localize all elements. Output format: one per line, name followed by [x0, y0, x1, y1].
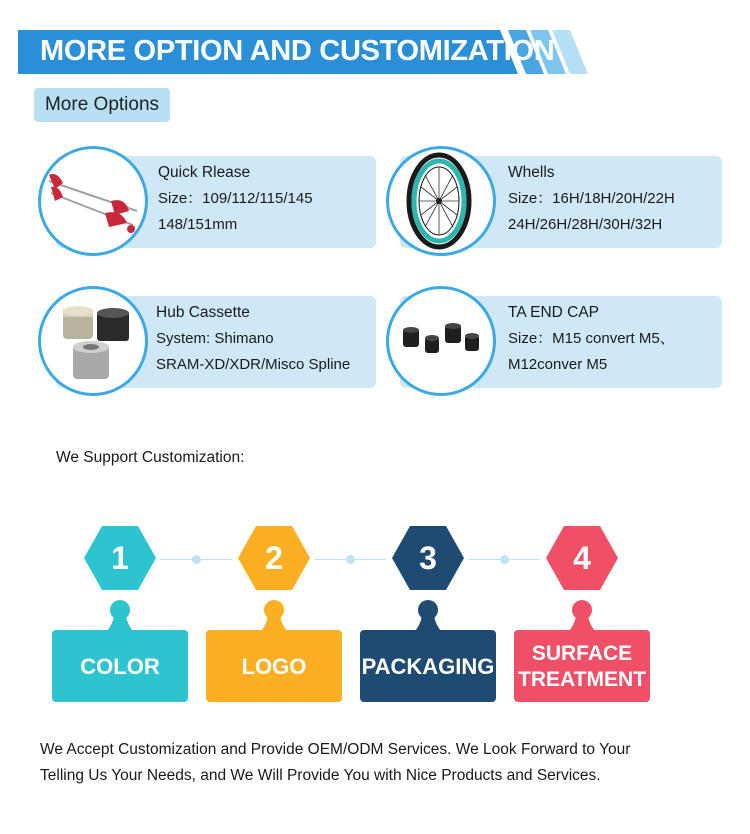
bicycle-wheel-icon	[386, 146, 496, 256]
step-tab-neck	[106, 616, 134, 632]
customization-step-color	[42, 522, 198, 704]
customization-step-surface-treatment	[504, 522, 660, 704]
option-spec-line: Size：16H/18H/20H/22H	[508, 190, 675, 207]
section-title: MORE OPTION AND CUSTOMIZATION	[40, 35, 555, 67]
step-number: 3	[419, 540, 437, 576]
option-spec-line: SRAM-XD/XDR/Misco Spline	[156, 356, 351, 373]
option-spec-line: System: Shimano	[156, 330, 274, 347]
section-header-banner	[18, 30, 588, 74]
step-label: COLOR	[80, 654, 160, 679]
customization-step-logo	[196, 522, 352, 704]
step-tab-neck	[260, 616, 288, 632]
step-label: LOGO	[241, 654, 307, 679]
more-options-tag: More Options	[34, 88, 170, 122]
option-spec-line: M12conver M5	[508, 356, 608, 373]
quick-release-skewers-icon	[38, 146, 148, 256]
step-label: PACKAGING	[361, 654, 495, 679]
option-title: Whells	[508, 164, 555, 181]
step-tab-neck	[568, 616, 596, 632]
option-title: Hub Cassette	[156, 304, 250, 321]
option-spec-line: 24H/26H/28H/30H/32H	[508, 216, 663, 233]
option-text-end-cap	[508, 300, 675, 378]
step-number: 1	[111, 540, 129, 576]
option-text-hub-cassette	[156, 300, 350, 378]
step-number: 2	[265, 540, 283, 576]
step-number: 4	[573, 540, 591, 576]
option-text-wheels	[508, 160, 675, 238]
option-spec-line: 148/151mm	[158, 216, 238, 233]
customization-step-packaging	[350, 522, 506, 704]
step-label: SURFACE TREATMENT	[518, 642, 646, 691]
option-title: TA END CAP	[508, 304, 600, 321]
step-tab-neck	[414, 616, 442, 632]
option-spec-line: Size：109/112/115/145	[158, 190, 313, 207]
option-text-quick-release	[158, 160, 313, 238]
hub-cassette-body-icon	[38, 286, 148, 396]
option-title: Quick Rlease	[158, 164, 251, 181]
customization-heading: We Support Customization:	[56, 449, 245, 466]
oem-odm-statement: We Accept Customization and Provide OEM/ODM Services. We Look Forward to Your Telling Us Your Needs, and We Will Provide You with Nice Products and Services.	[40, 741, 631, 784]
option-spec-line: Size：M15 convert M5、	[508, 330, 675, 347]
end-cap-adapters-icon	[386, 286, 496, 396]
